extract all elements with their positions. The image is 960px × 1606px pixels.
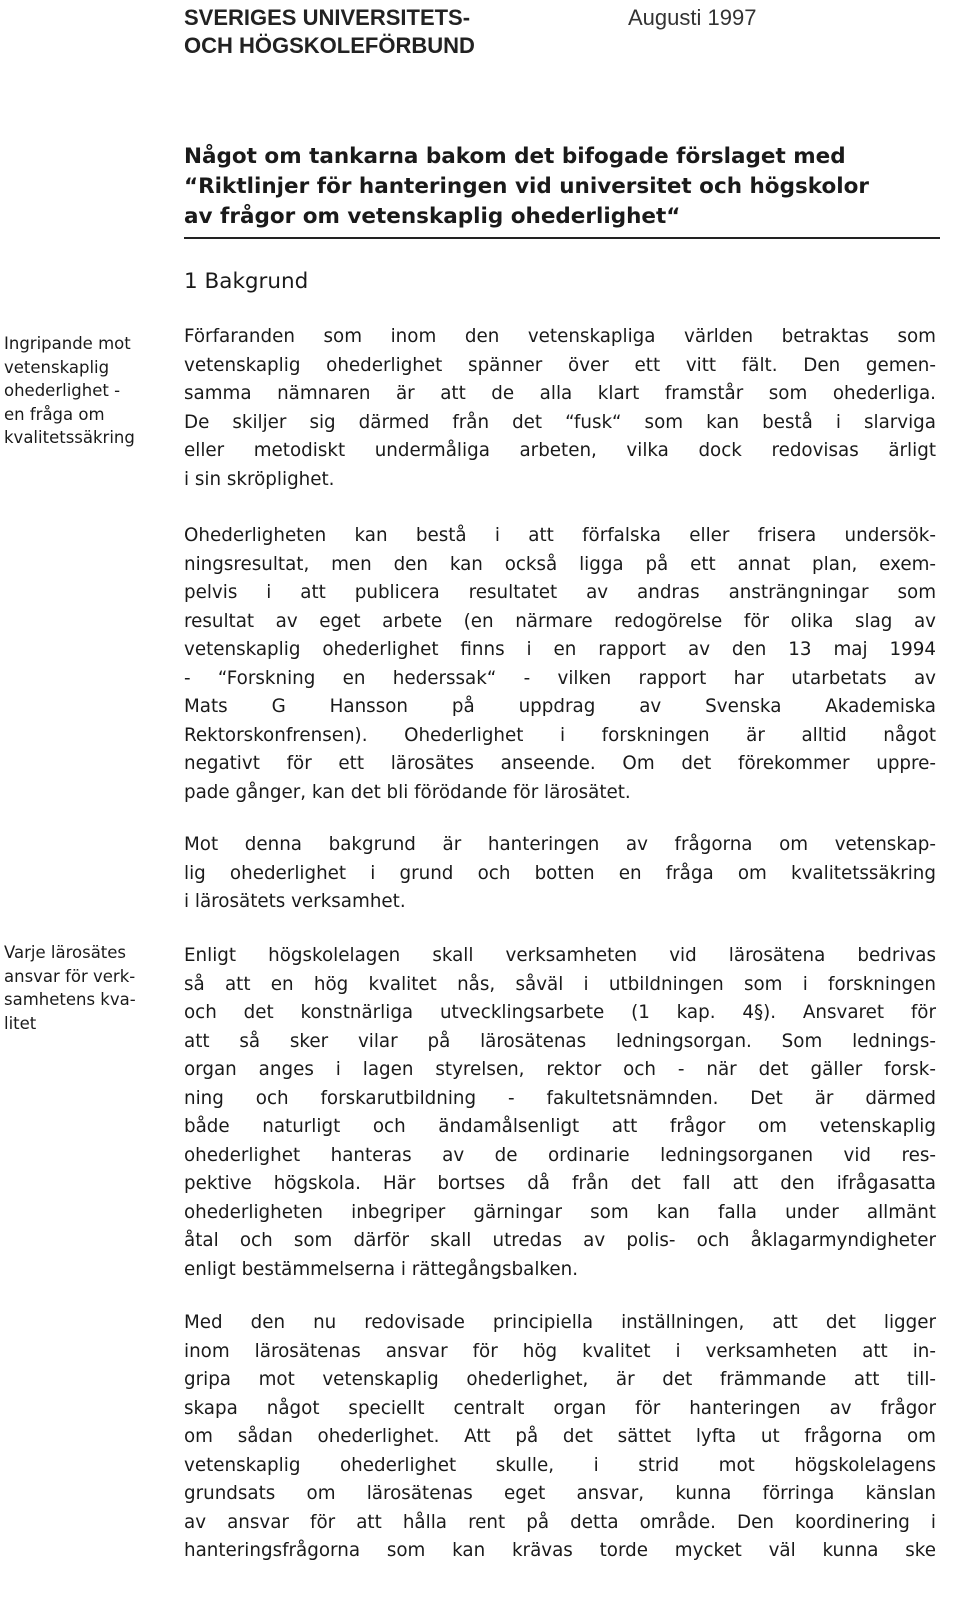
paragraph-line: och det konstnärliga utvecklingsarbete (1 kap. 4§). Ansvaret för — [184, 1002, 936, 1023]
margin-note-line: kvalitetssäkring — [4, 428, 135, 448]
title-divider — [184, 237, 940, 239]
organization-name — [184, 4, 475, 60]
paragraph-line: ohederlighet hanteras av de ordinarie ledningsorganen vid res- — [184, 1144, 936, 1166]
paragraph-line: inom lärosätenas ansvar för hög kvalitet i verksamheten att in- — [184, 1340, 936, 1362]
section-heading: 1 Bakgrund — [184, 269, 309, 294]
body-paragraph — [184, 831, 936, 917]
paragraph-line: ohederligheten inbegriper gärningar som kan falla under allmänt — [184, 1201, 936, 1223]
paragraph-line: resultat av eget arbete (en närmare redogörelse för olika slag av — [184, 610, 936, 632]
margin-note-line: en fråga om — [4, 404, 105, 424]
paragraph-line: åtal och som därför skall utredas av polis- och åklagarmyndigheter — [184, 1230, 936, 1251]
body-paragraph — [184, 522, 936, 807]
paragraph-line: - “Forskning en hederssak“ - vilken rapport har utarbetats av — [184, 667, 936, 689]
margin-note-line: Varje lärosätes — [4, 943, 127, 962]
paragraph-line: om sådan ohederlighet. Att på det sättet lyfta ut frågorna om — [184, 1426, 936, 1447]
document-title-line: “Riktlinjer för hanteringen vid universitet och högskolor — [184, 174, 869, 199]
paragraph-line: vetenskaplig ohederlighet skulle, i strid mot högskolelagens — [184, 1454, 936, 1476]
paragraph-line: hanteringsfrågorna som kan krävas torde mycket väl kunna ske — [184, 1540, 936, 1561]
margin-note-line: ansvar för verk- — [4, 966, 136, 986]
paragraph-line: vetenskaplig ohederlighet finns i en rapport av den 13 maj 1994 — [184, 639, 936, 660]
paragraph-line: De skiljer sig därmed från det “fusk“ som kan bestå i slarviga — [184, 411, 936, 433]
paragraph-line: Rektorskonfrensen). Ohederlighet i forskningen är alltid något — [184, 724, 936, 746]
paragraph-line: ningsresultat, men den kan också ligga på ett annat plan, exem- — [184, 553, 936, 575]
body-paragraph — [184, 1309, 936, 1566]
paragraph-line: Mot denna bakgrund är hanteringen av frågorna om vetenskap- — [184, 834, 936, 855]
margin-note-line: samhetens kva- — [4, 990, 136, 1010]
document-title-line: Något om tankarna bakom det bifogade förslaget med — [184, 144, 846, 169]
paragraph-line: enligt bestämmelserna i rättegångsbalken. — [184, 1258, 579, 1280]
margin-note — [4, 941, 136, 1035]
document-title-line: av frågor om vetenskaplig ohederlighet“ — [184, 204, 681, 229]
paragraph-line: Förfaranden som inom den vetenskapliga världen betraktas som — [184, 326, 936, 347]
organization-name-line1: SVERIGES UNIVERSITETS- — [184, 5, 471, 30]
body-paragraph — [184, 323, 936, 494]
paragraph-line: pade gånger, kan det bli förödande för lärosätet. — [184, 781, 631, 803]
paragraph-line: Ohederligheten kan bestå i att förfalska eller frisera undersök- — [184, 525, 936, 546]
margin-note-line: Ingripande mot — [4, 334, 131, 353]
paragraph-line: pelvis i att publicera resultatet av andras ansträngningar som — [184, 582, 936, 603]
margin-note-line: ohederlighet - — [4, 381, 121, 401]
paragraph-line: så att en hög kvalitet nås, såväl i utbildningen som i forskningen — [184, 973, 936, 995]
paragraph-line: Med den nu redovisade principiella inställningen, att det ligger — [184, 1312, 936, 1333]
paragraph-line: samma nämnaren är att de alla klart framstår som ohederliga. — [184, 383, 936, 404]
paragraph-line: negativt för ett lärosätes anseende. Om det förekommer uppre- — [184, 753, 936, 774]
organization-name-line2: OCH HÖGSKOLEFÖRBUND — [184, 33, 475, 58]
paragraph-line: eller metodiskt undermåliga arbeten, vilka dock redovisas ärligt — [184, 440, 936, 461]
paragraph-line: gripa mot vetenskaplig ohederlighet, är det främmande att till- — [184, 1369, 936, 1390]
paragraph-line: att så sker vilar på lärosätenas ledningsorgan. Som lednings- — [184, 1030, 936, 1052]
paragraph-line: pektive högskola. Här bortses då från det fall att den ifrågasatta — [184, 1173, 936, 1194]
paragraph-line: vetenskaplig ohederlighet spänner över ett vitt fält. Den gemen- — [184, 354, 936, 376]
document-title — [184, 142, 940, 232]
body-paragraph — [184, 942, 936, 1284]
paragraph-line: grundsats om lärosätenas eget ansvar, kunna förringa känslan — [184, 1483, 936, 1504]
paragraph-line: ning och forskarutbildning - fakultetsnämnden. Det är därmed — [184, 1087, 936, 1109]
paragraph-line: av ansvar för att hålla rent på detta område. Den koordinering i — [184, 1511, 936, 1533]
margin-note-line: vetenskaplig — [4, 357, 110, 377]
document-date: Augusti 1997 — [628, 5, 757, 30]
paragraph-line: organ anges i lagen styrelsen, rektor och - när det gäller forsk- — [184, 1059, 936, 1080]
paragraph-line: Mats G Hansson på uppdrag av Svenska Akademiska — [184, 696, 936, 717]
paragraph-line: både naturligt och ändamålsenligt att frågor om vetenskaplig — [184, 1116, 936, 1137]
margin-note-line: litet — [4, 1013, 37, 1033]
paragraph-line: i lärosätets verksamhet. — [184, 891, 406, 912]
paragraph-line: i sin skröplighet. — [184, 468, 335, 490]
paragraph-line: lig ohederlighet i grund och botten en fråga om kvalitetssäkring — [184, 862, 936, 884]
margin-note — [4, 332, 135, 450]
paragraph-line: skapa något speciellt centralt organ för hanteringen av frågor — [184, 1397, 936, 1419]
paragraph-line: Enligt högskolelagen skall verksamheten vid lärosätena bedrivas — [184, 945, 936, 966]
